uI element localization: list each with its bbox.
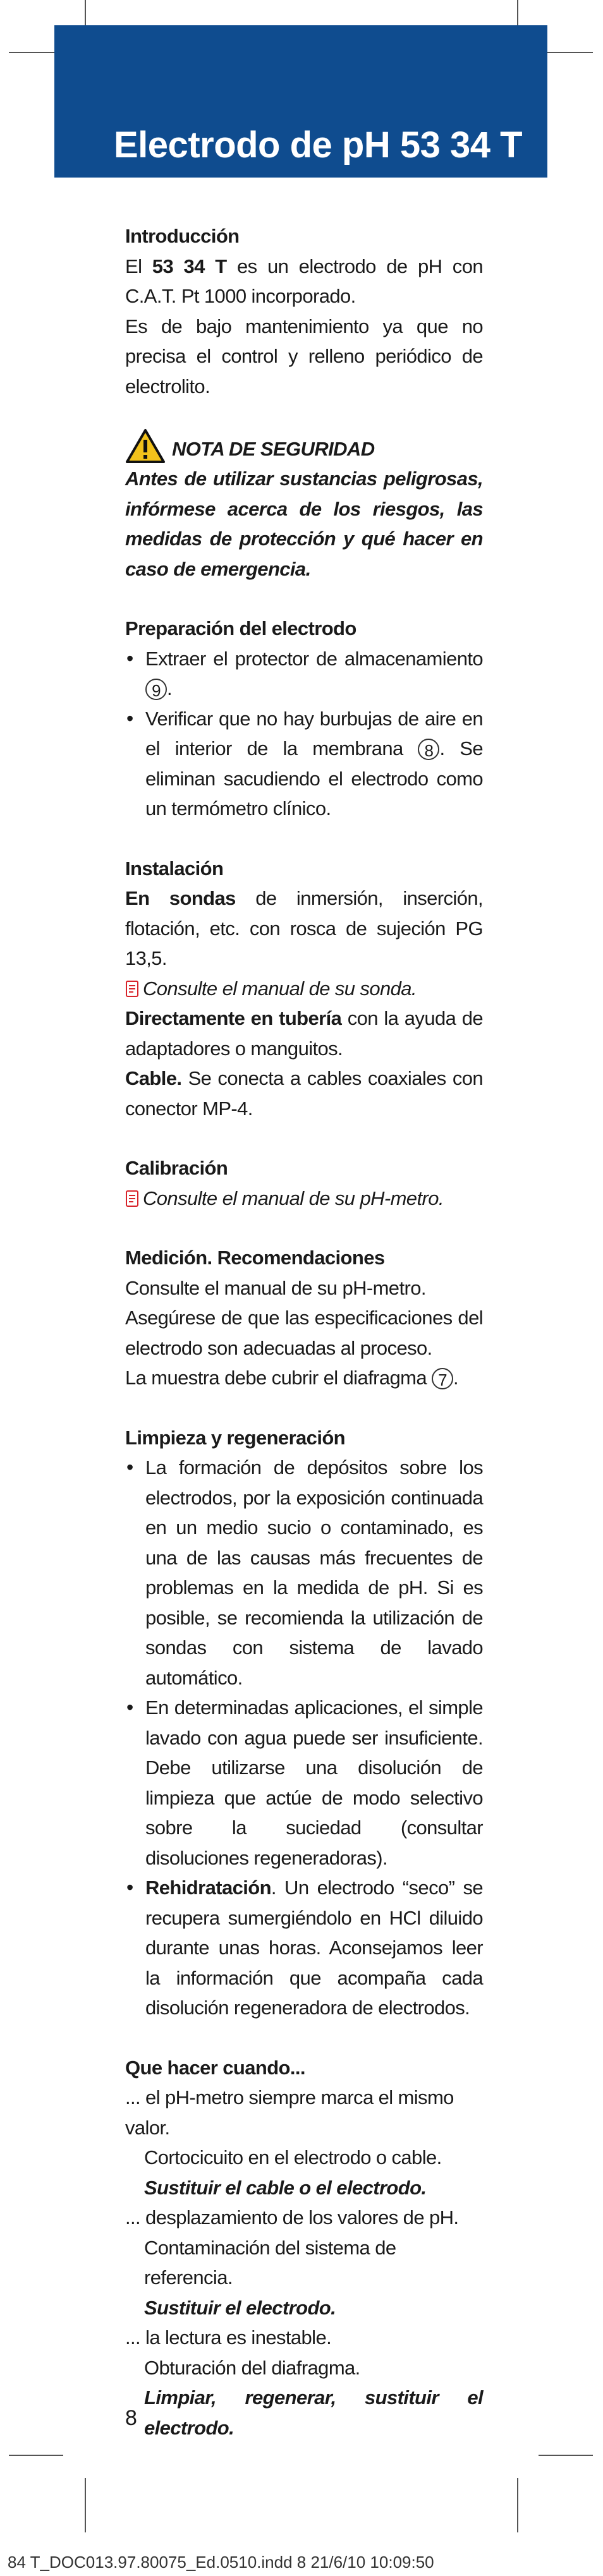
header-bar <box>54 25 547 178</box>
install-tuberia-label: Directamente en tubería <box>125 1007 342 1029</box>
measurement-heading: Medición. Recomendaciones <box>125 1247 385 1269</box>
list-item: • Extraer el protector de almacenamiento 9 . <box>125 644 483 704</box>
crop-mark-bottom-left-vertical <box>85 2478 86 2532</box>
install-cable-label: Cable. <box>125 1067 182 1089</box>
list-item: • En determinadas aplicaciones, el simple lavado con agua puede ser insuficiente. Debe utilizarse una disolución de limpieza que actúe de modo selectivo sobre la suciedad (consultar disoluciones regeneradoras). <box>125 1693 483 1873</box>
page-title: Electrodo de pH 53 34 T <box>114 124 523 166</box>
prep-item-2-text: Verificar que no hay burbujas de aire en el interior de la membrana <box>145 707 483 759</box>
crop-mark-bottom-right-horizontal <box>539 2455 593 2456</box>
list-item <box>125 704 483 824</box>
rehydration-label: Rehidratación <box>145 1877 271 1899</box>
case-1-fix: Sustituir el cable o el electrodo. <box>144 2176 427 2199</box>
section-troubleshooting <box>125 2053 483 2443</box>
page-number: 8 <box>125 2406 137 2430</box>
list-item: • La formación de depósitos sobre los electrodos, por la exposición continuada en un medio sucio o contaminado, es una de las causas más frecuentes de problemas en la medida de pH. Si es posible, se recomienda la utilización de sondas con sistema de lavado automático. <box>125 1453 483 1693</box>
section-installation <box>125 854 483 1124</box>
install-sondas <box>125 883 483 974</box>
measurement-p3-text: La muestra debe cubrir el diafragma <box>125 1367 427 1389</box>
safety-header <box>125 428 483 464</box>
section-intro <box>125 221 483 401</box>
install-sondas-ref-text: Consulte el manual de su sonda. <box>143 977 417 1000</box>
section-measurement <box>125 1243 483 1393</box>
case-1-cause: Cortocicuito en el electrodo o cable. <box>144 2146 442 2168</box>
prep-item-1-text: Extraer el protector de almacenamiento <box>145 647 483 670</box>
case-2-fix: Sustituir el electrodo. <box>144 2296 336 2319</box>
cleaning-heading: Limpieza y regeneración <box>125 1426 345 1449</box>
document-body <box>125 221 483 2472</box>
install-cable-text: Se conecta a cables coaxiales con conector MP-4. <box>125 1067 483 1120</box>
list-item <box>125 1873 483 2023</box>
install-tuberia <box>125 1003 483 1063</box>
model-number: 53 34 T <box>152 255 227 277</box>
intro-text-pre: El <box>125 255 152 277</box>
footer-print-slug: 84 T_DOC013.97.80075_Ed.0510.indd 8 21/6/10 10:09:50 <box>8 2553 434 2572</box>
case-3-fix: Limpiar, regenerar, sustituir el electrodo. <box>144 2386 483 2439</box>
callout-number: 9 <box>145 679 167 700</box>
case-2-symptom: ... desplazamiento de los valores de pH. <box>125 2206 459 2228</box>
install-cable <box>125 1063 483 1123</box>
measurement-p1: Consulte el manual de su pH-metro. <box>125 1276 426 1299</box>
measurement-p2: Asegúrese de que las especificaciones del electrodo son adecuadas al proceso. <box>125 1307 483 1359</box>
install-sondas-label: En sondas <box>125 887 236 909</box>
preparation-list <box>125 644 483 824</box>
troubleshooting-heading: Que hacer cuando... <box>125 2056 305 2079</box>
manual-reference-icon <box>125 981 139 997</box>
crop-mark-bottom-right-vertical <box>517 2478 518 2532</box>
install-sondas-text: de inmersión, inserción, flotación, etc. con rosca de sujeción PG 13,5. <box>125 887 484 969</box>
install-tuberia-text: con la ayuda de adaptadores o manguitos. <box>125 1007 483 1060</box>
case-1-symptom: ... el pH-metro siempre marca el mismo valor. <box>125 2086 454 2139</box>
case-3-cause: Obturación del diafragma. <box>144 2356 360 2379</box>
installation-heading: Instalación <box>125 857 224 880</box>
cleaning-list <box>125 1453 483 2023</box>
intro-text-post: es un electrodo de pH con C.A.T. Pt 1000 incorporado. <box>125 255 483 307</box>
install-sondas-ref <box>125 974 483 1004</box>
manual-reference-icon <box>125 1190 139 1207</box>
calibration-ref <box>125 1183 483 1214</box>
case-2-cause: Contaminación del sistema de referencia. <box>144 2236 396 2289</box>
measurement-p3: La muestra debe cubrir el diafragma 7 . <box>125 1367 459 1389</box>
prep-item-2-text-post: . Se eliminan sacudiendo el electrodo como un termómetro clínico. <box>145 737 483 819</box>
preparation-heading: Preparación del electrodo <box>125 617 356 639</box>
section-safety <box>125 428 483 584</box>
case-3-symptom: ... la lectura es inestable. <box>125 2326 332 2349</box>
warning-triangle-icon <box>125 428 166 464</box>
intro-heading: Introducción <box>125 225 240 247</box>
callout-number: 8 <box>418 739 439 760</box>
safety-text: Antes de utilizar sustancias peligrosas, infórmese acerca de los riesgos, las medidas de protección y qué hacer en caso de emergencia. <box>125 468 483 580</box>
crop-mark-bottom-left-horizontal <box>9 2455 63 2456</box>
intro-paragraph-2: Es de bajo mantenimiento ya que no precisa el control y relleno periódico de electrolito. <box>125 315 483 397</box>
calibration-heading: Calibración <box>125 1157 228 1179</box>
callout-number: 7 <box>432 1368 453 1389</box>
section-calibration <box>125 1153 483 1213</box>
safety-title: NOTA DE SEGURIDAD <box>172 437 375 460</box>
rehydration-text: . Un electrodo “seco” se recupera sumergiéndolo en HCl diluido durante unas horas. Aconsejamos leer la información que acompaña cada disolución regeneradora de electrodos. <box>145 1877 483 2019</box>
section-cleaning <box>125 1423 483 2023</box>
section-preparation <box>125 614 483 824</box>
intro-paragraph-1 <box>125 251 483 311</box>
calibration-ref-text: Consulte el manual de su pH-metro. <box>143 1187 444 1209</box>
